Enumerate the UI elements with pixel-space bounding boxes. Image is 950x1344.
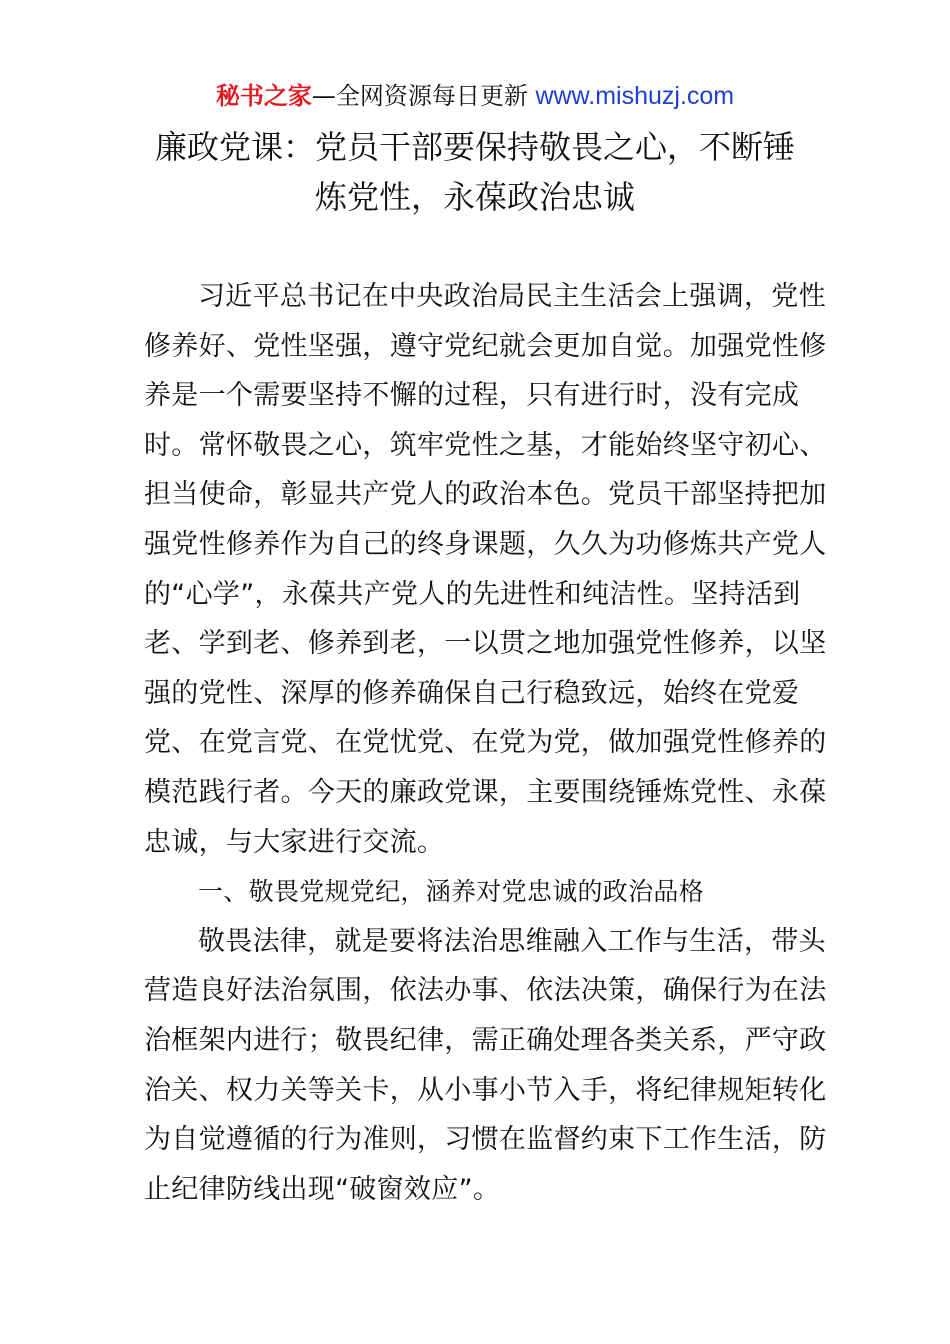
text-line: 习近平总书记在中央政治局民主生活会上强调，党性 xyxy=(198,281,826,312)
text-line: 修养好、党性坚强，遵守党纪就会更加自觉。加强党性修 xyxy=(144,330,827,362)
title-line-2: 炼党性，永葆政治忠诚 xyxy=(314,178,635,216)
text-line: 模范践行者。今天的廉政党课，主要围绕锤炼党性、永葆 xyxy=(144,776,827,808)
header-tagline: —全网资源每日更新 xyxy=(311,82,536,110)
text-line: 为自觉遵循的行为准则，习惯在监督约束下工作生活，防 xyxy=(144,1124,827,1156)
document-body xyxy=(144,272,827,1214)
text-line: 强党性修养作为自己的终身课题，久久为功修炼共产党人 xyxy=(144,528,827,560)
text-line: 治框架内进行；敬畏纪律，需正确处理各类关系，严守政 xyxy=(144,1024,827,1056)
document-title xyxy=(140,122,810,222)
text-line: 治关、权力关等关卡，从小事小节入手，将纪律规矩转化 xyxy=(144,1074,827,1106)
brand-name: 秘书之家 xyxy=(215,82,312,110)
site-header xyxy=(0,80,950,112)
section-heading: 一、敬畏党规党纪，涵养对党忠诚的政治品格 xyxy=(198,877,705,907)
text-line: 担当使命，彰显共产党人的政治本色。党员干部坚持把加 xyxy=(144,479,827,511)
text-line: 党、在党言党、在党忧党、在党为党，做加强党性修养的 xyxy=(144,727,827,759)
title-line-1: 廉政党课：党员干部要保持敬畏之心，不断锤 xyxy=(154,128,795,166)
text-line: 忠诚，与大家进行交流。 xyxy=(144,826,445,858)
text-line: 时。常怀敬畏之心，筑牢党性之基，才能始终坚守初心、 xyxy=(144,429,827,461)
site-url-link[interactable]: www.mishuzj.com xyxy=(535,82,735,110)
text-line: 的“心学”，永葆共产党人的先进性和纯洁性。坚持活到 xyxy=(144,578,801,610)
text-line: 营造良好法治氛围，依法办事、依法决策，确保行为在法 xyxy=(144,975,827,1007)
text-line: 老、学到老、修养到老，一以贯之地加强党性修养，以坚 xyxy=(144,628,827,660)
text-line: 养是一个需要坚持不懈的过程，只有进行时，没有完成 xyxy=(144,380,800,412)
paragraph-intro xyxy=(144,272,827,867)
text-line: 敬畏法律，就是要将法治思维融入工作与生活，带头 xyxy=(198,925,826,957)
paragraph-section-one xyxy=(144,917,827,1215)
text-line: 强的党性、深厚的修养确保自己行稳致远，始终在党爱 xyxy=(144,677,800,709)
text-line: 止纪律防线出现“破窗效应”。 xyxy=(144,1173,501,1205)
